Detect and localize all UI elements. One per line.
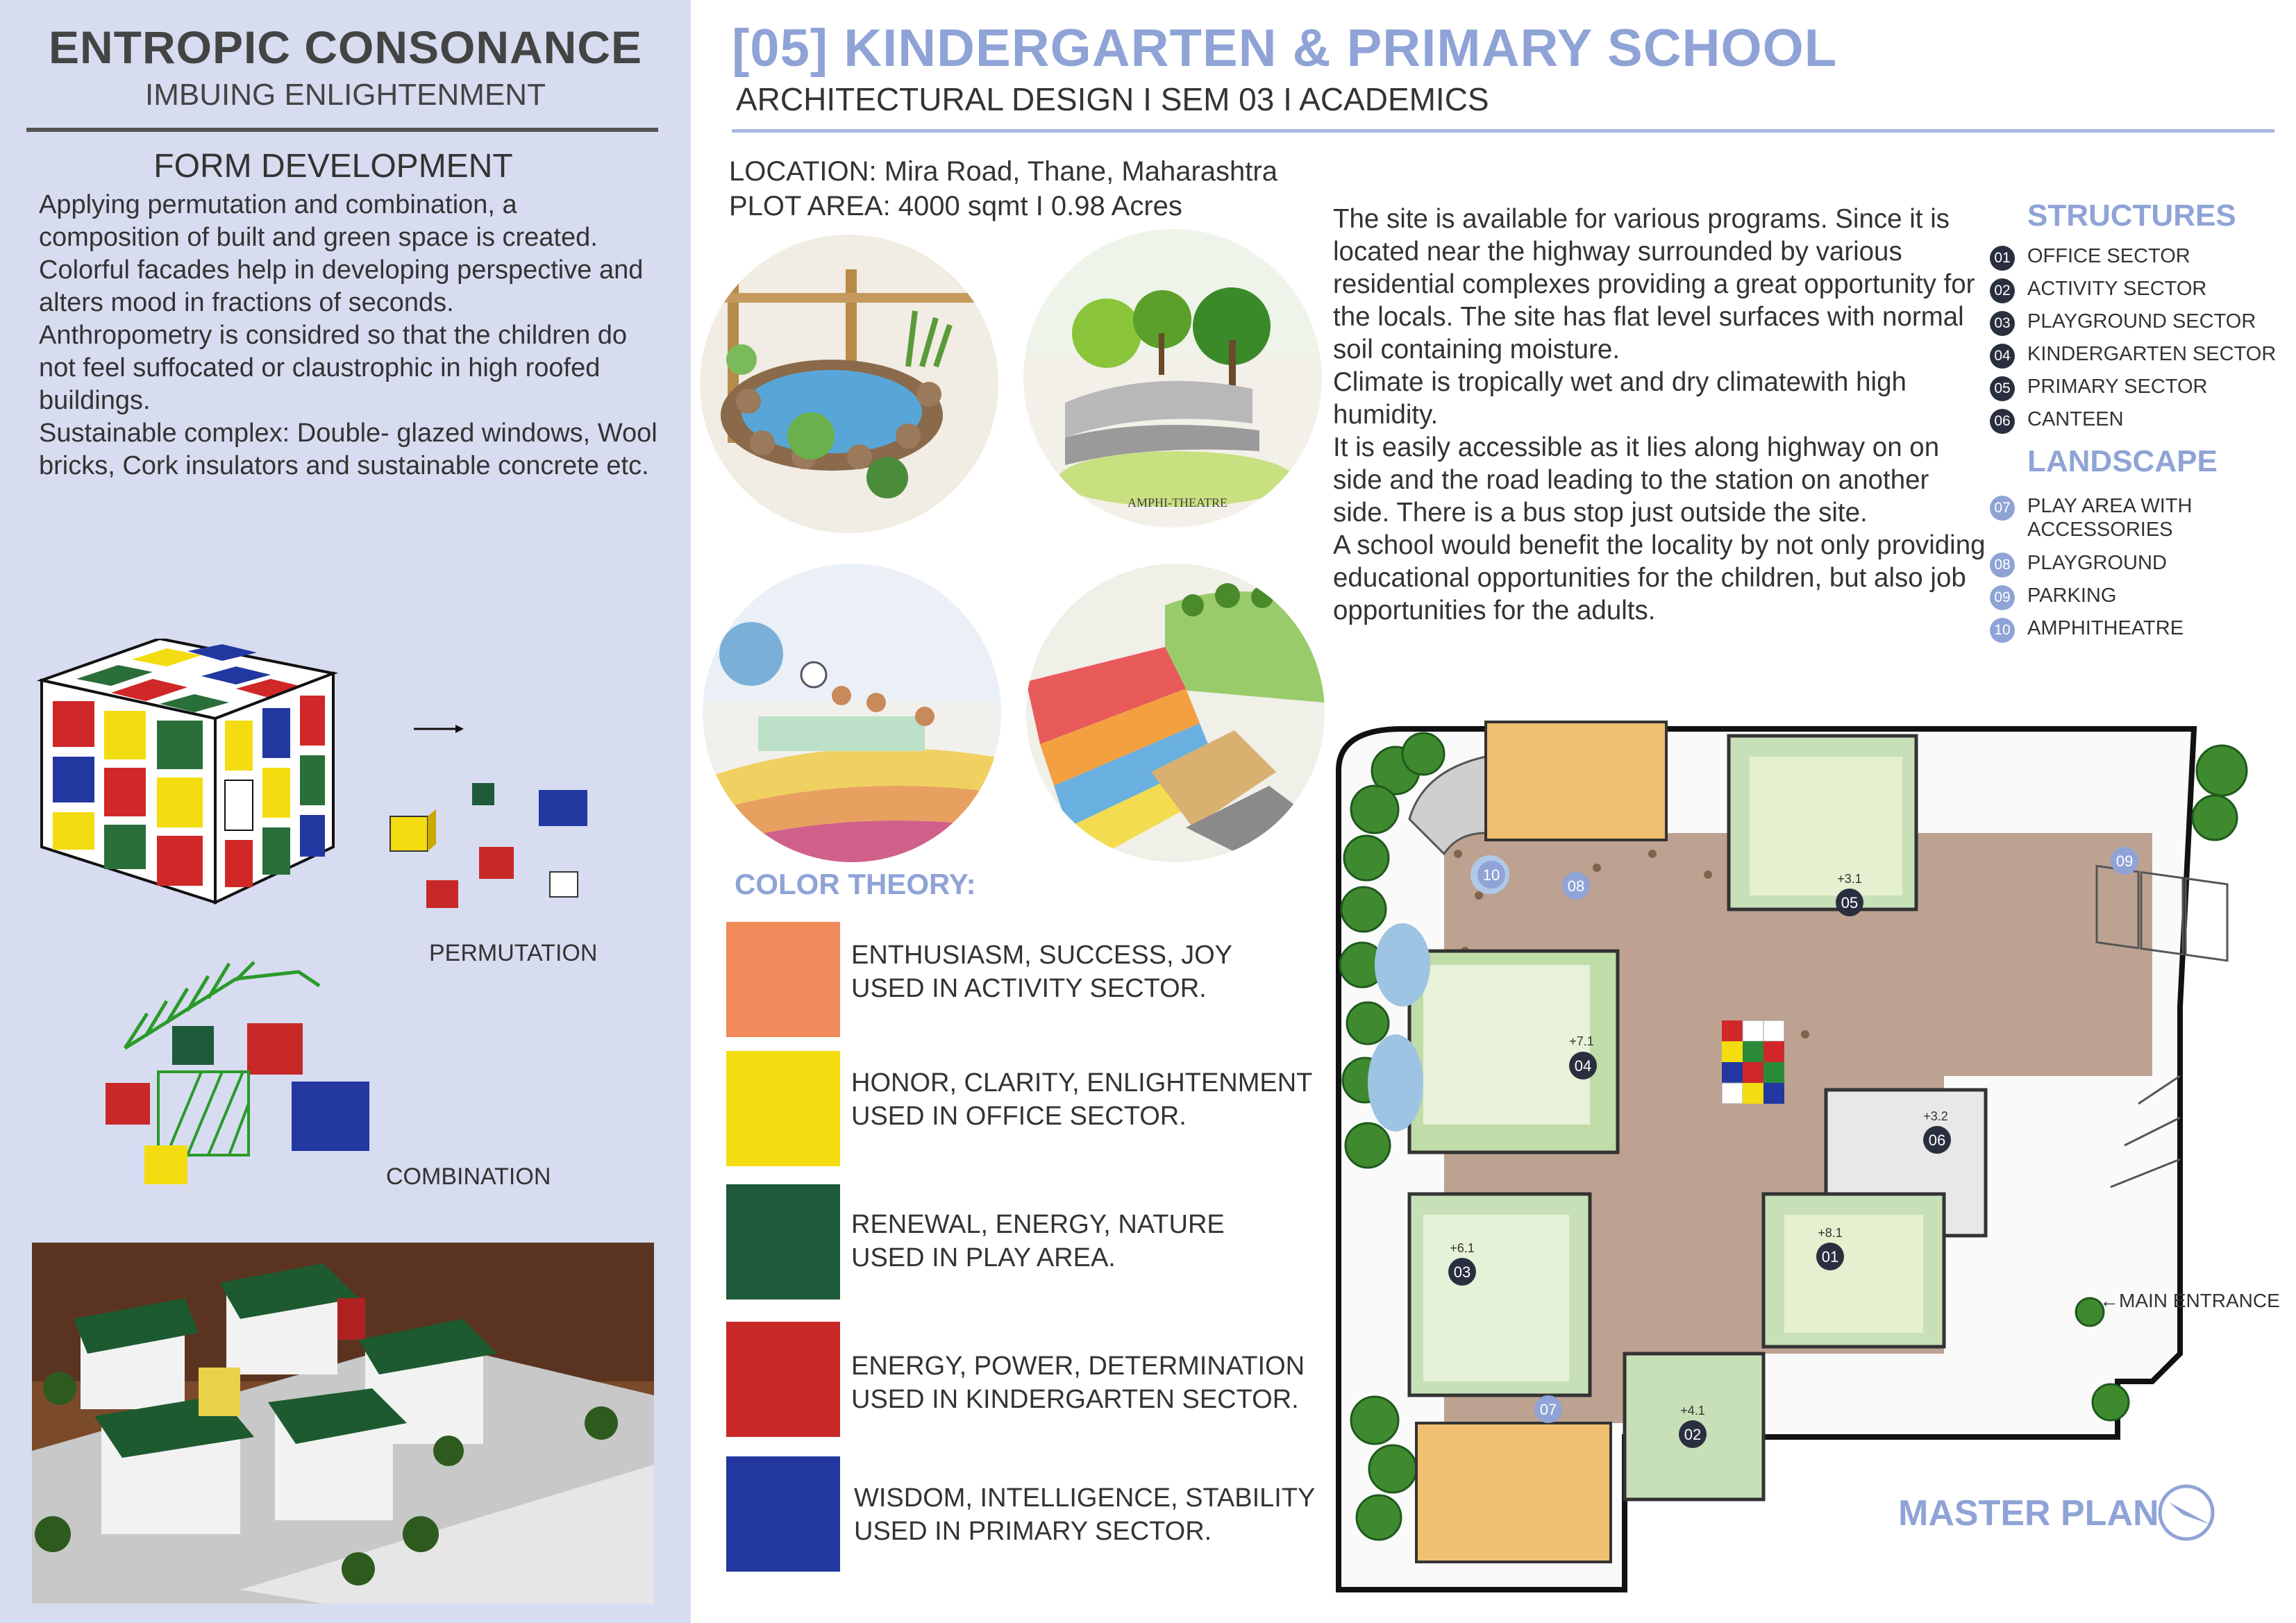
swatch-orange — [726, 922, 840, 1037]
school-title: [05] KINDERGARTEN & PRIMARY SCHOOL — [732, 19, 1838, 78]
main-entrance-label: ←MAIN ENTRANCE — [2100, 1290, 2280, 1311]
swatch-red — [726, 1322, 840, 1437]
project-title: ENTROPIC CONSONANCE — [48, 22, 643, 73]
north-arrow-icon — [2155, 1481, 2218, 1544]
level-label: +3.1 — [1837, 872, 1862, 886]
legend-item — [1990, 342, 2281, 369]
combination-sketch — [97, 958, 389, 1194]
structures-heading: STRUCTURES — [2027, 199, 2236, 233]
legend-label: PLAYGROUND — [2027, 552, 2167, 574]
color-usage: USED IN PRIMARY SECTOR. — [854, 1517, 1212, 1546]
pond-sketch — [700, 235, 998, 533]
legend-item — [1990, 494, 2281, 541]
legend-item — [1990, 310, 2281, 336]
level-label: +4.1 — [1680, 1404, 1705, 1418]
landscape-legend — [1990, 494, 2281, 649]
site-info — [729, 154, 1277, 224]
form-paragraph: Sustainable complex: Double- glazed windows, Wool bricks, Cork insulators and sustainable concrete etc. — [39, 419, 657, 480]
legend-number: 02 — [1990, 278, 2015, 303]
legend-label: AMPHITHEATRE — [2027, 617, 2184, 639]
legend-number: 03 — [1990, 311, 2015, 336]
legend-label: PARKING — [2027, 585, 2117, 607]
color-usage: USED IN ACTIVITY SECTOR. — [851, 974, 1207, 1003]
amphitheatre-label: AMPHI-THEATRE — [1128, 496, 1227, 510]
site-paragraph: The site is available for various programs. Since it is located near the highway surrounded by various residential complexes providing a great opportunity for the locals. The site has flat level surfaces with normal soil containing moisture. — [1333, 204, 1975, 364]
svg-text:05: 05 — [1841, 894, 1859, 911]
svg-text:10: 10 — [1482, 866, 1500, 884]
color-usage: USED IN OFFICE SECTOR. — [851, 1102, 1187, 1131]
legend-number: 09 — [1990, 585, 2015, 610]
swatch-yellow — [726, 1051, 840, 1166]
svg-text:03: 03 — [1453, 1263, 1471, 1281]
project-subtitle: IMBUING ENLIGHTENMENT — [145, 78, 546, 112]
svg-text:04: 04 — [1574, 1057, 1592, 1075]
level-label: +6.1 — [1450, 1241, 1475, 1255]
legend-number: 05 — [1990, 376, 2015, 401]
color-usage: USED IN PLAY AREA. — [851, 1243, 1116, 1272]
color-meaning: ENTHUSIASM, SUCCESS, JOY — [851, 941, 1232, 970]
svg-text:01: 01 — [1821, 1248, 1839, 1265]
legend-item — [1990, 244, 2281, 271]
color-theory-text — [851, 939, 1232, 1005]
plot-area-text: PLOT AREA: 4000 sqmt I 0.98 Acres — [729, 191, 1182, 221]
color-theory-text — [851, 1066, 1312, 1133]
form-development-text — [39, 189, 664, 482]
amphitheatre-sketch — [1023, 229, 1322, 528]
color-theory-text — [851, 1349, 1305, 1416]
legend-item — [1990, 584, 2281, 610]
color-theory-text — [854, 1481, 1315, 1548]
level-label: +3.2 — [1923, 1109, 1948, 1123]
combination-label: COMBINATION — [386, 1163, 551, 1190]
site-description — [1333, 203, 1993, 627]
form-paragraph: Anthropometry is considred so that the children do not feel suffocated or claustrophic in high roofed buildings. — [39, 321, 628, 415]
legend-item — [1990, 407, 2281, 434]
legend-number: 01 — [1990, 246, 2015, 271]
legend-label: ACTIVITY SECTOR — [2027, 278, 2207, 300]
legend-number: 08 — [1990, 553, 2015, 578]
steps-sketch — [1026, 564, 1325, 862]
legend-label: OFFICE SECTOR — [2027, 245, 2190, 267]
svg-text:06: 06 — [1928, 1132, 1946, 1149]
divider — [732, 129, 2274, 133]
legend-item — [1990, 551, 2281, 578]
structures-legend — [1990, 244, 2281, 440]
legend-item — [1990, 375, 2281, 401]
site-paragraph: It is easily accessible as it lies along highway on on side and the road leading to the station on another side. There is a bus stop just outside the site. — [1333, 432, 1940, 528]
left-panel — [0, 0, 691, 1623]
model-photo — [32, 1243, 654, 1604]
legend-label: CANTEEN — [2027, 408, 2124, 430]
legend-number: 04 — [1990, 344, 2015, 369]
legend-item — [1990, 616, 2281, 643]
master-plan-drawing — [1319, 687, 2277, 1597]
divider — [26, 128, 658, 132]
color-meaning: RENEWAL, ENERGY, NATURE — [851, 1210, 1225, 1239]
site-paragraph: Climate is tropically wet and dry climatewith high humidity. — [1333, 367, 1907, 430]
svg-text:09: 09 — [2115, 852, 2134, 870]
legend-label: PRIMARY SECTOR — [2027, 376, 2208, 398]
svg-text:07: 07 — [1539, 1401, 1557, 1418]
legend-number: 10 — [1990, 618, 2015, 643]
color-meaning: ENERGY, POWER, DETERMINATION — [851, 1352, 1305, 1381]
color-theory-text — [851, 1208, 1225, 1275]
classroom-sketch — [703, 564, 1001, 862]
legend-item — [1990, 277, 2281, 303]
form-paragraph: Colorful facades help in developing perspective and alters mood in fractions of seconds. — [39, 255, 644, 317]
site-paragraph: A school would benefit the locality by not only providing educational opportunities for the children, but also job opportunities for the adults. — [1333, 530, 1986, 625]
color-meaning: HONOR, CLARITY, ENLIGHTENMENT — [851, 1068, 1313, 1098]
level-label: +7.1 — [1569, 1034, 1594, 1048]
color-usage: USED IN KINDERGARTEN SECTOR. — [851, 1385, 1299, 1414]
permutation-sketch — [375, 708, 625, 930]
location-text: LOCATION: Mira Road, Thane, Maharashtra — [729, 156, 1277, 187]
legend-label: PLAY AREA WITH ACCESSORIES — [2027, 495, 2193, 541]
color-theory-heading: COLOR THEORY: — [735, 868, 976, 900]
svg-text:02: 02 — [1684, 1426, 1702, 1443]
landscape-heading: LANDSCAPE — [2027, 444, 2218, 478]
legend-number: 07 — [1990, 496, 2015, 521]
form-development-heading: FORM DEVELOPMENT — [153, 148, 513, 185]
level-label: +8.1 — [1818, 1226, 1843, 1240]
legend-label: KINDERGARTEN SECTOR — [2027, 343, 2277, 365]
legend-number: 06 — [1990, 409, 2015, 434]
form-paragraph: Applying permutation and combination, a composition of built and green space is created. — [39, 190, 598, 252]
permutation-label: PERMUTATION — [429, 940, 598, 966]
course-subtitle: ARCHITECTURAL DESIGN I SEM 03 I ACADEMICS — [736, 81, 1489, 117]
master-plan-title: MASTER PLAN — [1898, 1493, 2159, 1533]
cube-sketch — [28, 639, 347, 916]
swatch-blue — [726, 1456, 840, 1572]
swatch-green — [726, 1184, 840, 1300]
color-meaning: WISDOM, INTELLIGENCE, STABILITY — [854, 1483, 1316, 1513]
legend-label: PLAYGROUND SECTOR — [2027, 310, 2256, 333]
svg-text:08: 08 — [1567, 877, 1585, 895]
